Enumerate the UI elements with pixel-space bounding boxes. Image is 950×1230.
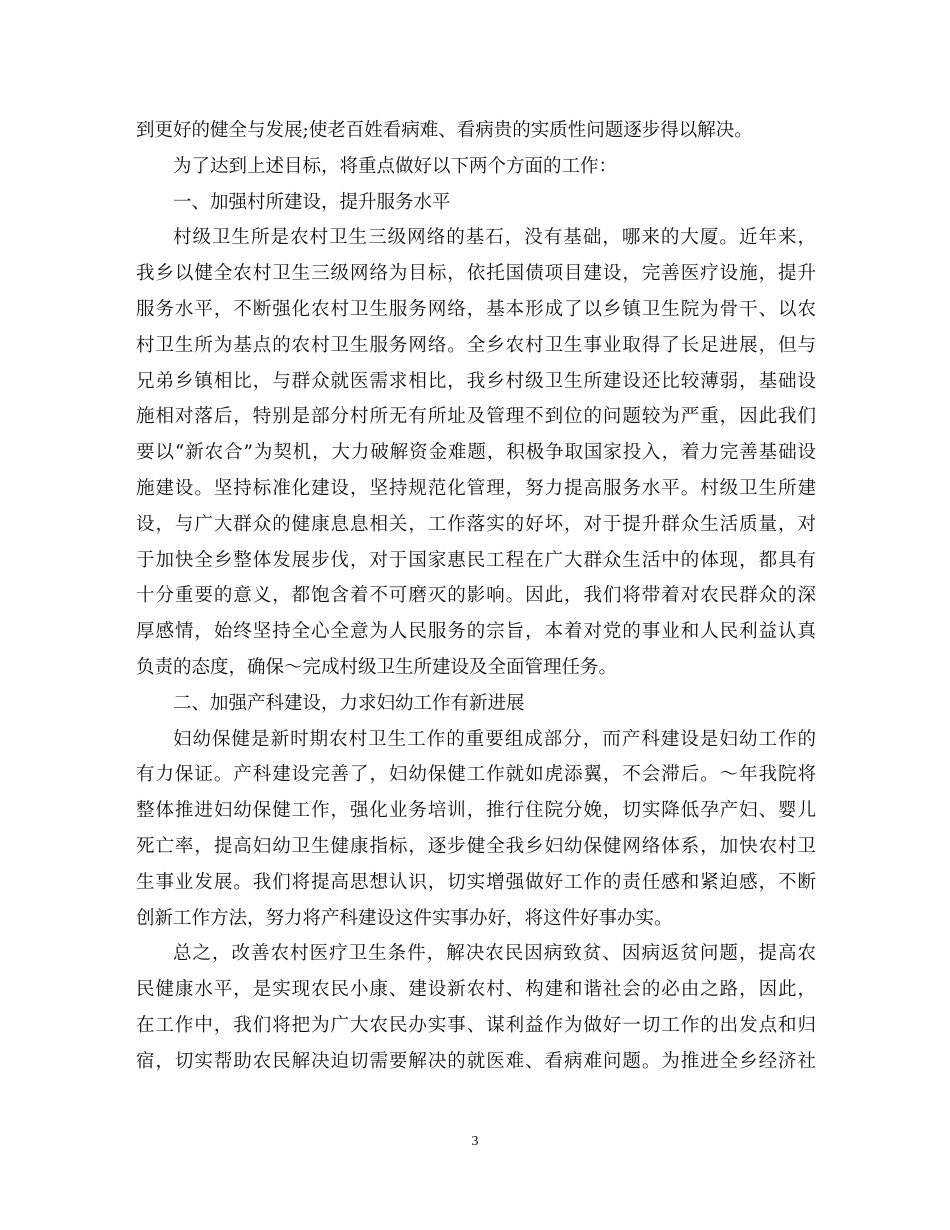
text-line: 宿，切实帮助农民解决迫切需要解决的就医难、看病难问题。为推进全乡经济社 (136, 1050, 816, 1072)
text-line: 施建设。坚持标准化建设，坚持规范化管理，努力提高服务水平。村级卫生所建 (136, 477, 816, 499)
text-line: 服务水平，不断强化农村卫生服务网络，基本形成了以乡镇卫生院为骨干、以农 (136, 298, 816, 320)
text-line: 一、加强村所建设，提升服务水平 (173, 191, 451, 213)
text-line: 兄弟乡镇相比，与群众就医需求相比，我乡村级卫生所建设还比较薄弱，基础设 (136, 370, 816, 392)
text-line: 为了达到上述目标，将重点做好以下两个方面的工作： (173, 155, 618, 177)
text-line: 有力保证。产科建设完善了，妇幼保健工作就如虎添翼，不会滞后。～年我院将 (136, 764, 816, 786)
page-number: 3 (471, 1134, 479, 1149)
text-line: 妇幼保健是新时期农村卫生工作的重要组成部分，而产科建设是妇幼工作的 (173, 728, 816, 750)
text-line: 死亡率，提高妇幼卫生健康指标，逐步健全我乡妇幼保健网络体系，加快农村卫 (136, 835, 816, 857)
text-line: 厚感情，始终坚持全心全意为人民服务的宗旨，本着对党的事业和人民利益认真 (136, 621, 816, 643)
text-line: 施相对落后，特别是部分村所无有所址及管理不到位的问题较为严重，因此我们 (136, 406, 816, 428)
text-line: 设，与广大群众的健康息息相关，工作落实的好坏，对于提升群众生活质量，对 (136, 513, 816, 535)
text-line: 生事业发展。我们将提高思想认识，切实增强做好工作的责任感和紧迫感，不断 (136, 871, 816, 893)
text-line: 我乡以健全农村卫生三级网络为目标，依托国债项目建设，完善医疗设施，提升 (136, 263, 816, 285)
text-line: 整体推进妇幼保健工作，强化业务培训，推行住院分娩，切实降低孕产妇、婴儿 (136, 800, 816, 822)
text-line: 十分重要的意义，都饱含着不可磨灭的影响。因此，我们将带着对农民群众的深 (136, 585, 816, 607)
text-line: 村级卫生所是农村卫生三级网络的基石，没有基础，哪来的大厦。近年来， (173, 227, 816, 249)
text-line: 于加快全乡整体发展步伐，对于国家惠民工程在广大群众生活中的体现，都具有 (136, 549, 816, 571)
text-line: 村卫生所为基点的农村卫生服务网络。全乡农村卫生事业取得了长足进展，但与 (136, 334, 816, 356)
text-line: 民健康水平，是实现农民小康、建设新农村、构建和谐社会的必由之路，因此， (136, 979, 816, 1001)
text-line: 要以“新农合”为契机，大力破解资金难题，积极争取国家投入，着力完善基础设 (136, 442, 816, 464)
body-text (136, 113, 816, 1080)
text-line: 二、加强产科建设，力求妇幼工作有新进展 (173, 692, 525, 714)
text-line: 创新工作方法，努力将产科建设这件实事办好，将这件好事办实。 (136, 907, 673, 929)
text-line: 总之，改善农村医疗卫生条件，解决农民因病致贫、因病返贫问题，提高农 (173, 943, 816, 965)
text-line: 到更好的健全与发展;使老百姓看病难、看病贵的实质性问题逐步得以解决。 (136, 120, 753, 141)
text-line: 负责的态度，确保～完成村级卫生所建设及全面管理任务。 (136, 656, 618, 678)
text-line: 在工作中，我们将把为广大农民办实事、谋利益作为做好一切工作的出发点和归 (136, 1014, 816, 1036)
